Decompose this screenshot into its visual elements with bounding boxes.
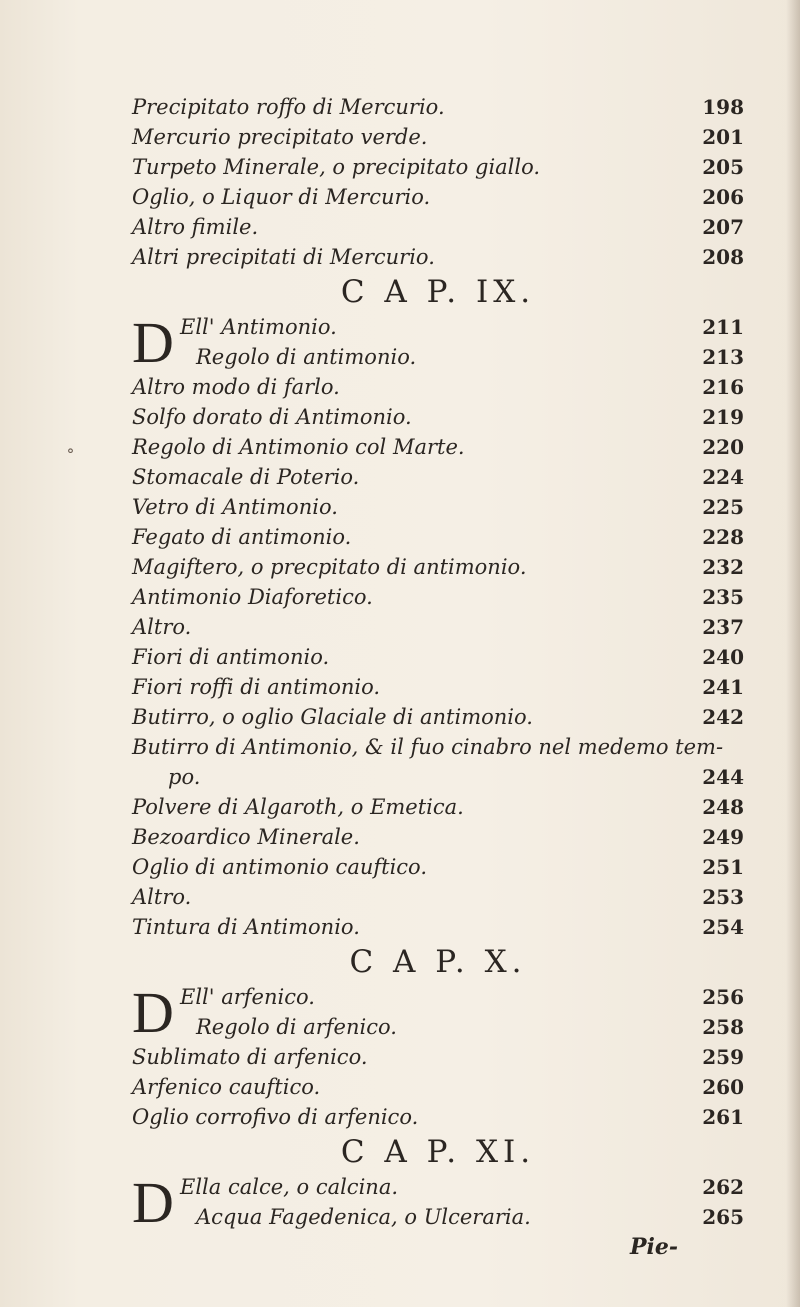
entry-text: po. — [168, 765, 201, 789]
index-entry — [132, 492, 744, 522]
entry-page: 253 — [702, 885, 744, 909]
entry-page: 205 — [702, 155, 744, 179]
entry-text: Fiori di antimonio. — [132, 645, 330, 669]
drop-cap: D — [132, 310, 174, 375]
entry-page: 248 — [702, 795, 744, 819]
index-entry — [132, 402, 744, 432]
entry-text: Precipitato roffo di Mercurio. — [132, 95, 445, 119]
index-entry — [132, 122, 744, 152]
entry-text: Arfenico cauftico. — [132, 1075, 321, 1099]
index-entry — [132, 522, 744, 552]
entry-text: Altro. — [132, 885, 192, 909]
entry-page: 244 — [702, 765, 744, 789]
entry-page: 213 — [702, 345, 744, 369]
entry-text: Regolo di arfenico. — [196, 1015, 397, 1039]
entry-text: Altri precipitati di Mercurio. — [132, 245, 435, 269]
entry-text: Acqua Fagedenica, o Ulceraria. — [196, 1205, 531, 1229]
entry-text: Antimonio Diaforetico. — [132, 585, 373, 609]
entry-page: 232 — [702, 555, 744, 579]
entry-page: 207 — [702, 215, 744, 239]
entry-text: Ella calce, o calcina. — [180, 1175, 399, 1199]
entry-text: Regolo di antimonio. — [196, 345, 417, 369]
index-entry — [132, 642, 744, 672]
entry-text: Fiori roffi di antimonio. — [132, 675, 381, 699]
entry-text: Magiftero, o precpitato di antimonio. — [132, 555, 527, 579]
entry-page: 259 — [702, 1045, 744, 1069]
entry-text: Mercurio precipitato verde. — [132, 125, 428, 149]
index-entry — [132, 552, 744, 582]
index-entry — [132, 582, 744, 612]
entry-page: 228 — [702, 525, 744, 549]
index-entry — [132, 1042, 744, 1072]
entry-page: 240 — [702, 645, 744, 669]
index-entry — [132, 92, 744, 122]
chapter-heading: C A P. XI. — [340, 1134, 536, 1170]
entry-page: 249 — [702, 825, 744, 849]
entry-text: Ell' arfenico. — [180, 985, 315, 1009]
index-entry — [132, 342, 744, 372]
entry-page: 262 — [702, 1175, 744, 1199]
entry-page: 201 — [702, 125, 744, 149]
entry-text: Bezoardico Minerale. — [132, 825, 360, 849]
entry-page: 237 — [702, 615, 744, 639]
entry-page: 208 — [702, 245, 744, 269]
index-entry — [132, 852, 744, 882]
drop-cap: D — [132, 1170, 174, 1235]
index-entry — [132, 1012, 744, 1042]
entry-text: Altro. — [132, 615, 192, 639]
entry-page: 261 — [702, 1105, 744, 1129]
entry-page: 242 — [702, 705, 744, 729]
entry-page: 260 — [702, 1075, 744, 1099]
entry-text: Ell' Antimonio. — [180, 315, 337, 339]
index-entry — [132, 672, 744, 702]
index-entry — [132, 702, 744, 732]
entry-page: 241 — [702, 675, 744, 699]
index-entry — [132, 732, 744, 762]
entry-page: 235 — [702, 585, 744, 609]
index-entry — [132, 372, 744, 402]
entry-page: 251 — [702, 855, 744, 879]
entry-text: Oglio di antimonio cauftico. — [132, 855, 428, 879]
index-entry — [132, 152, 744, 182]
drop-cap: D — [132, 980, 174, 1045]
entry-page: 198 — [702, 95, 744, 119]
index-entry — [132, 1202, 744, 1232]
catchword: Pie- — [629, 1234, 678, 1260]
entry-page: 206 — [702, 185, 744, 209]
entry-text: Butirro di Antimonio, & il fuo cinabro nel medemo tem- — [132, 735, 724, 759]
margin-mark: ˚ — [66, 448, 75, 469]
index-entry — [132, 432, 744, 462]
index-entry — [132, 822, 744, 852]
entry-page: 265 — [702, 1205, 744, 1229]
entry-page: 258 — [702, 1015, 744, 1039]
entry-text: Regolo di Antimonio col Marte. — [132, 435, 465, 459]
entry-page: 216 — [702, 375, 744, 399]
page-spine-shadow — [786, 0, 800, 1307]
index-entry — [132, 1072, 744, 1102]
index-entry — [132, 1102, 744, 1132]
entry-page: 224 — [702, 465, 744, 489]
entry-text: Tintura di Antimonio. — [132, 915, 360, 939]
entry-text: Oglio, o Liquor di Mercurio. — [132, 185, 431, 209]
entry-text: Altro fimile. — [132, 215, 259, 239]
index-entry — [132, 242, 744, 272]
index-entry-continuation — [132, 762, 744, 792]
entry-text: Solfo dorato di Antimonio. — [132, 405, 412, 429]
index-entry — [132, 792, 744, 822]
index-entry — [132, 612, 744, 642]
index-entry — [132, 462, 744, 492]
index-entry — [132, 212, 744, 242]
entry-text: Altro modo di farlo. — [132, 375, 340, 399]
entry-page: 256 — [702, 985, 744, 1009]
entry-page: 225 — [702, 495, 744, 519]
index-content — [132, 92, 744, 1262]
entry-text: Fegato di antimonio. — [132, 525, 352, 549]
entry-text: Stomacale di Poterio. — [132, 465, 360, 489]
entry-text: Sublimato di arfenico. — [132, 1045, 368, 1069]
entry-text: Oglio corrofivo di arfenico. — [132, 1105, 419, 1129]
index-entry — [132, 912, 744, 942]
entry-text: Turpeto Minerale, o precipitato giallo. — [132, 155, 541, 179]
entry-text: Vetro di Antimonio. — [132, 495, 338, 519]
entry-page: 211 — [702, 315, 744, 339]
index-entry — [132, 882, 744, 912]
entry-page: 219 — [702, 405, 744, 429]
chapter-heading: C A P. X. — [349, 944, 527, 980]
index-entry — [132, 182, 744, 212]
entry-text: Butirro, o oglio Glaciale di antimonio. — [132, 705, 533, 729]
entry-text: Polvere di Algaroth, o Emetica. — [132, 795, 464, 819]
chapter-heading: C A P. IX. — [340, 274, 536, 310]
entry-page: 254 — [702, 915, 744, 939]
entry-page: 220 — [702, 435, 744, 459]
